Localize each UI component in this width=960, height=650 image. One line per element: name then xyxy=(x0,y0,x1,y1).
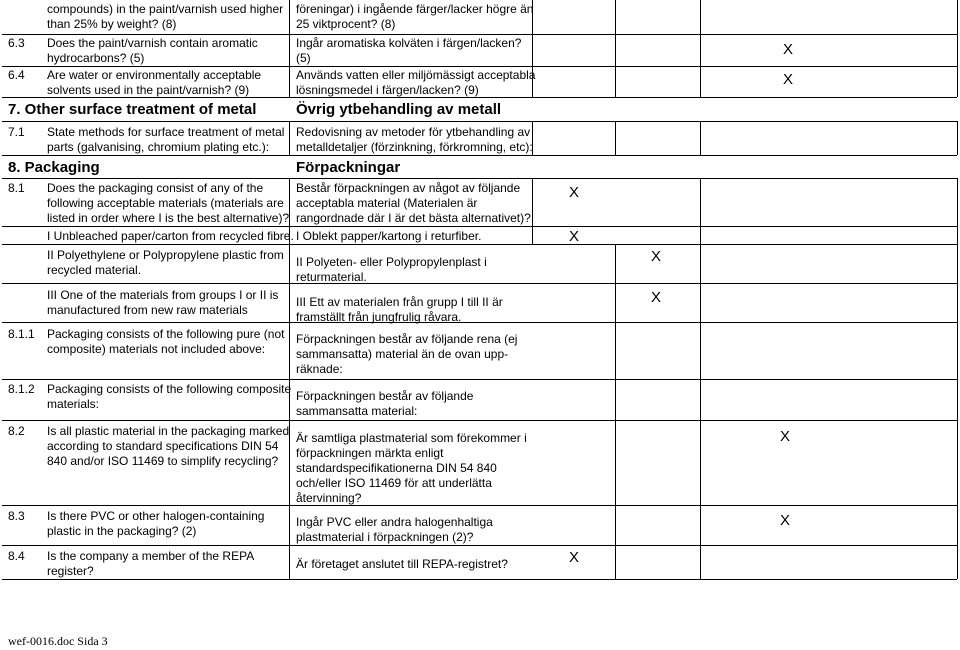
option-en: II Polyethylene or Polypropylene plastic from recycled material. xyxy=(47,248,284,277)
option-en: I Unbleached paper/carton from recycled fibre. xyxy=(47,229,294,243)
answer-mark[interactable]: X xyxy=(780,428,791,445)
column-divider xyxy=(700,121,701,155)
question-sv: Ingår aromatiska kolväten i färgen/lacken? (5) xyxy=(296,36,522,65)
column-divider xyxy=(532,178,533,244)
question-sv: Används vatten eller miljömässigt acceptabla lösningsmedel i färgen/lacken? (9) xyxy=(296,68,536,97)
section-heading-en: 8. Packaging xyxy=(8,159,100,176)
column-divider xyxy=(615,121,616,155)
answer-mark[interactable]: X xyxy=(569,184,580,201)
answer-mark[interactable]: X xyxy=(780,512,791,529)
answer-mark[interactable]: X xyxy=(569,549,580,566)
answer-mark[interactable]: X xyxy=(783,71,794,88)
item-number: 6.4 xyxy=(8,68,25,82)
column-divider xyxy=(615,244,616,579)
section-heading-sv: Förpackningar xyxy=(296,159,401,176)
option-en: III One of the materials from groups I or II is manufactured from new raw materials xyxy=(47,288,279,317)
item-number: 7.1 xyxy=(8,125,25,139)
rule xyxy=(2,121,957,122)
answer-mark[interactable]: X xyxy=(651,248,662,265)
rule xyxy=(2,178,957,179)
rule xyxy=(2,66,957,67)
item-number: 8.1.2 xyxy=(8,382,35,396)
question-sv: Är företaget anslutet till REPA-registret? xyxy=(296,557,508,571)
item-number: 6.3 xyxy=(8,36,25,50)
question-sv: Består förpackningen av något av följande acceptabla material (Materialen är rangordnade där I är det bästa alternativet)? xyxy=(296,181,531,225)
item-number: 8.1.1 xyxy=(8,327,35,341)
question-en: compounds) in the paint/varnish used higher than 25% by weight? (8) xyxy=(47,2,284,31)
question-sv: Ingår PVC eller andra halogenhaltiga plastmaterial i förpackningen (2)? xyxy=(296,515,493,544)
column-divider xyxy=(615,0,616,97)
question-en: Is the company a member of the REPA register? xyxy=(47,549,255,578)
column-divider xyxy=(957,0,958,97)
question-sv: föreningar) i ingående färger/lacker högre än 25 viktprocent? (8) xyxy=(296,2,534,31)
column-divider xyxy=(957,121,958,155)
column-divider xyxy=(289,0,290,97)
answer-mark[interactable]: X xyxy=(783,41,794,58)
rule xyxy=(2,379,957,380)
option-sv: II Polyeten- eller Polypropylenplast i returmaterial. xyxy=(296,255,487,284)
section-heading-en: 7. Other surface treatment of metal xyxy=(8,101,257,118)
question-en: State methods for surface treatment of metal parts (galvanising, chromium plating etc.): xyxy=(47,125,285,154)
rule xyxy=(2,226,957,227)
answer-mark[interactable]: X xyxy=(569,228,580,245)
rule xyxy=(2,579,957,580)
item-number: 8.3 xyxy=(8,509,25,523)
question-en: Packaging consists of the following pure (not composite) materials not included above: xyxy=(47,327,285,356)
question-sv: Förpackningen består av följande rena (ej sammansatta) material än de ovan upp- räknade: xyxy=(296,332,518,376)
item-number: 8.1 xyxy=(8,181,25,195)
item-number: 8.2 xyxy=(8,424,25,438)
item-number: 8.4 xyxy=(8,549,25,563)
question-en: Does the packaging consist of any of the following acceptable materials (materials are listed in order where I is the best alternative)? xyxy=(47,181,290,225)
column-divider xyxy=(289,121,290,155)
rule xyxy=(2,244,957,245)
question-sv: Förpackningen består av följande sammansatta material: xyxy=(296,389,474,418)
question-en: Is there PVC or other halogen-containing plastic in the packaging? (2) xyxy=(47,509,265,538)
question-en: Packaging consists of the following composite materials: xyxy=(47,382,292,411)
question-sv: Redovisning av metoder för ytbehandling av metalldetaljer (förzinkning, förkromning, etc): xyxy=(296,125,533,154)
column-divider xyxy=(700,178,701,579)
answer-mark[interactable]: X xyxy=(651,289,662,306)
section-heading-sv: Övrig ytbehandling av metall xyxy=(296,101,502,118)
question-sv: Är samtliga plastmaterial som förekommer i förpackningen märkta enligt standardspecifikationerna DIN 54 840 och/eller ISO 11469 för att underlätta återvinning? xyxy=(296,431,527,505)
option-sv: I Oblekt papper/kartong i returfiber. xyxy=(296,229,482,243)
document-footer: wef-0016.doc Sida 3 xyxy=(8,634,108,648)
question-en: Does the paint/varnish contain aromatic hydrocarbons? (5) xyxy=(47,36,258,65)
question-en: Is all plastic material in the packaging marked according to standard specifications DIN 54 840 and/or ISO 11469 to simplify recycling? xyxy=(47,424,290,468)
rule xyxy=(2,420,957,421)
rule xyxy=(2,155,957,156)
column-divider xyxy=(700,0,701,97)
rule xyxy=(2,545,957,546)
option-sv: III Ett av materialen från grupp I till II är framställt från jungfrulig råvara. xyxy=(296,295,503,324)
question-en: Are water or environmentally acceptable solvents used in the paint/varnish? (9) xyxy=(47,68,262,97)
rule xyxy=(2,34,957,35)
column-divider xyxy=(957,178,958,579)
